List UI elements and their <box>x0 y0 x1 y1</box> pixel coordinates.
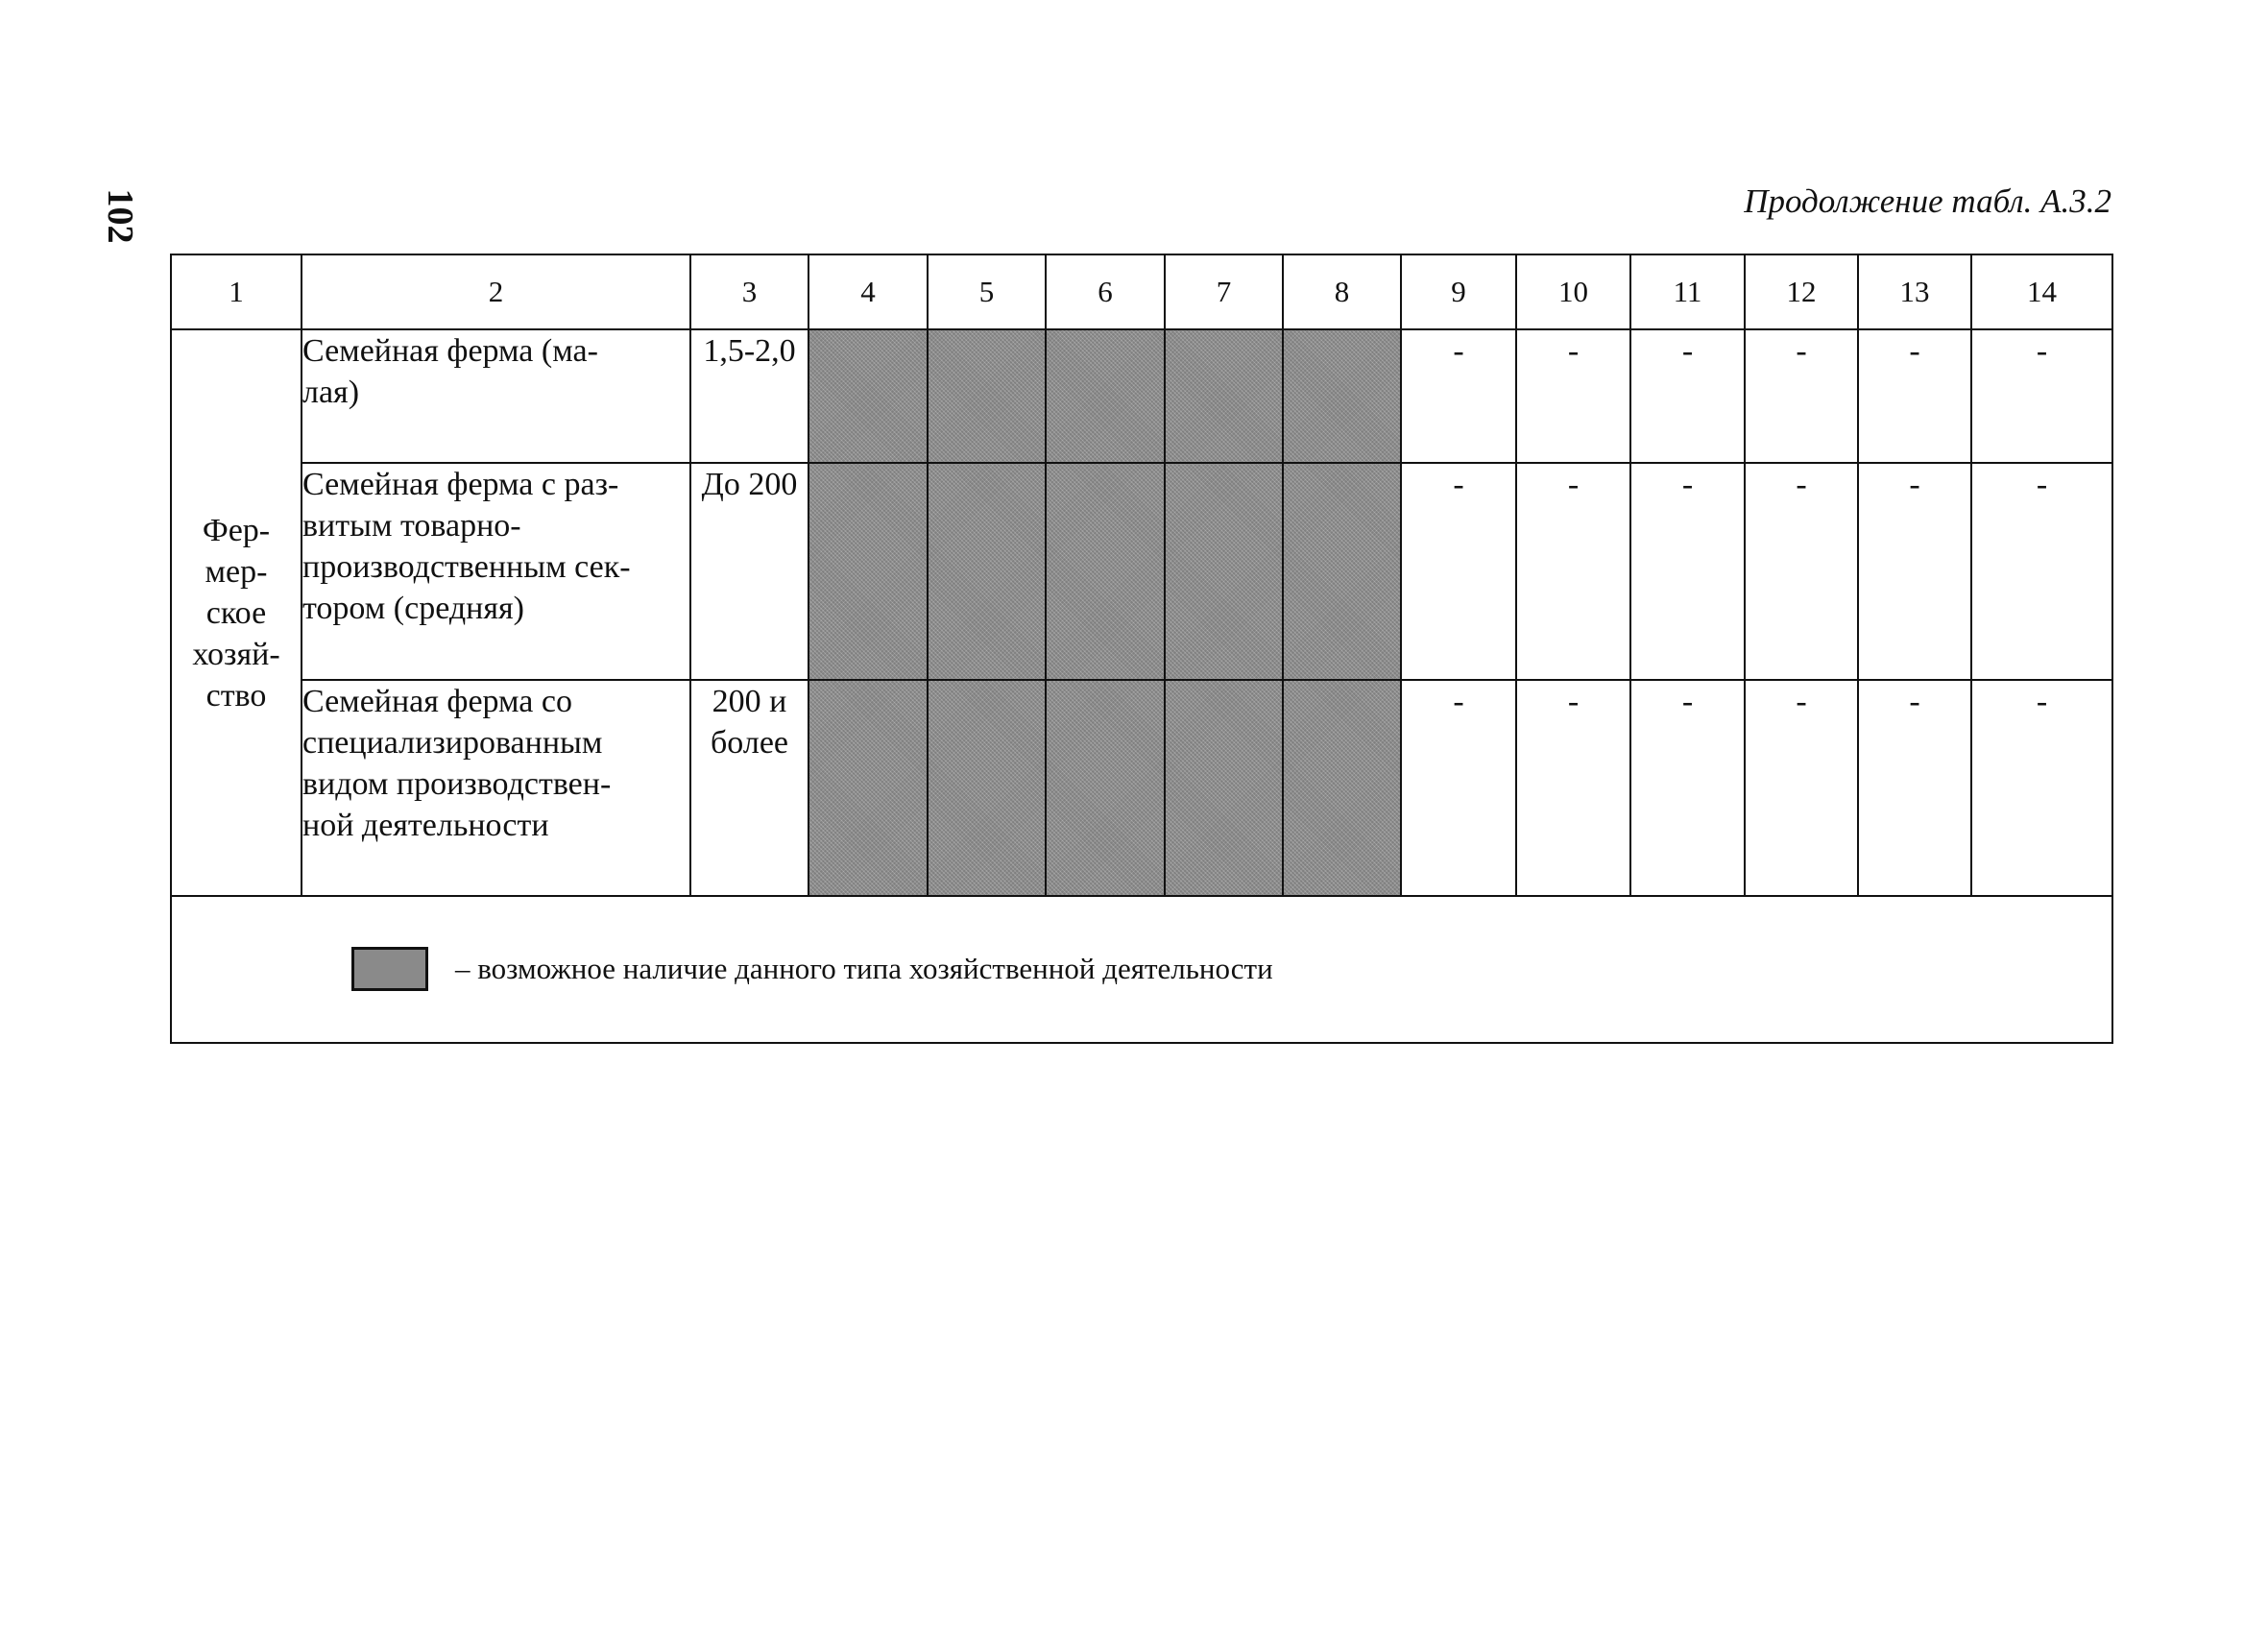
shaded-cell <box>1283 680 1401 896</box>
category-line: мер- <box>205 553 268 590</box>
col-header-8: 8 <box>1283 254 1401 329</box>
shaded-cell <box>928 463 1046 680</box>
table-row <box>171 680 2112 896</box>
dash-cell: - <box>1630 329 1745 463</box>
name-line: лая) <box>302 375 360 410</box>
col-header-11: 11 <box>1630 254 1745 329</box>
dash-cell: - <box>1745 680 1858 896</box>
size-line: более <box>711 725 788 761</box>
shaded-cell <box>808 680 928 896</box>
dash-cell: - <box>1971 329 2112 463</box>
name-line: производственным сек- <box>302 549 631 585</box>
name-line: специализированным <box>302 725 603 761</box>
size-line: 1,5-2,0 <box>703 333 796 369</box>
dash-cell: - <box>1858 680 1971 896</box>
dash-cell: - <box>1971 463 2112 680</box>
col-header-2: 2 <box>302 254 690 329</box>
data-table <box>170 254 2113 1044</box>
dash-cell: - <box>1516 463 1630 680</box>
category-line: Фер- <box>202 512 271 548</box>
col-header-14: 14 <box>1971 254 2112 329</box>
dash-cell: - <box>1401 329 1516 463</box>
legend-row <box>171 896 2112 1043</box>
col-header-9: 9 <box>1401 254 1516 329</box>
dash-cell: - <box>1630 463 1745 680</box>
page-number: 102 <box>100 188 140 244</box>
header-row <box>171 254 2112 329</box>
col-header-12: 12 <box>1745 254 1858 329</box>
name-line: витым товарно- <box>302 508 521 544</box>
dash-cell: - <box>1858 463 1971 680</box>
dash-cell: - <box>1630 680 1745 896</box>
farm-type-name <box>302 463 690 680</box>
col-header-1: 1 <box>171 254 302 329</box>
shaded-cell <box>928 680 1046 896</box>
shaded-cell <box>1046 329 1165 463</box>
table-caption: Продолжение табл. А.3.2 <box>1744 182 2111 220</box>
col-header-13: 13 <box>1858 254 1971 329</box>
category-cell <box>171 329 302 896</box>
shaded-cell <box>1283 329 1401 463</box>
shaded-cell <box>808 329 928 463</box>
shaded-cell <box>1283 463 1401 680</box>
legend-swatch <box>351 947 428 991</box>
dash-cell: - <box>1858 329 1971 463</box>
name-line: Семейная ферма (ма- <box>302 333 598 369</box>
dash-cell: - <box>1745 329 1858 463</box>
dash-cell: - <box>1401 680 1516 896</box>
dash-cell: - <box>1971 680 2112 896</box>
category-line: ское <box>205 594 267 631</box>
shaded-cell <box>1165 680 1283 896</box>
legend-text: – возможное наличие данного типа хозяйственной деятельности <box>455 952 1273 985</box>
shaded-cell <box>1165 329 1283 463</box>
col-header-6: 6 <box>1046 254 1165 329</box>
shaded-cell <box>1046 680 1165 896</box>
size-cell <box>690 680 808 896</box>
col-header-3: 3 <box>690 254 808 329</box>
col-header-5: 5 <box>928 254 1046 329</box>
name-line: тором (средняя) <box>302 591 524 626</box>
dash-cell: - <box>1516 329 1630 463</box>
col-header-10: 10 <box>1516 254 1630 329</box>
col-header-7: 7 <box>1165 254 1283 329</box>
size-line: 200 и <box>712 684 787 719</box>
name-line: ной деятельности <box>302 808 549 843</box>
shaded-cell <box>1165 463 1283 680</box>
table-row <box>171 329 2112 463</box>
name-line: Семейная ферма с раз- <box>302 467 619 502</box>
size-cell <box>690 329 808 463</box>
dash-cell: - <box>1516 680 1630 896</box>
col-header-4: 4 <box>808 254 928 329</box>
category-line: хозяй- <box>192 636 280 672</box>
legend-cell <box>171 896 2112 1043</box>
name-line: видом производствен- <box>302 766 612 802</box>
farm-type-name <box>302 680 690 896</box>
size-line: До 200 <box>701 467 798 502</box>
shaded-cell <box>808 463 928 680</box>
size-cell <box>690 463 808 680</box>
dash-cell: - <box>1745 463 1858 680</box>
shaded-cell <box>1046 463 1165 680</box>
category-line: ство <box>205 677 267 714</box>
farm-type-name <box>302 329 690 463</box>
name-line: Семейная ферма со <box>302 684 572 719</box>
shaded-cell <box>928 329 1046 463</box>
dash-cell: - <box>1401 463 1516 680</box>
table-row <box>171 463 2112 680</box>
